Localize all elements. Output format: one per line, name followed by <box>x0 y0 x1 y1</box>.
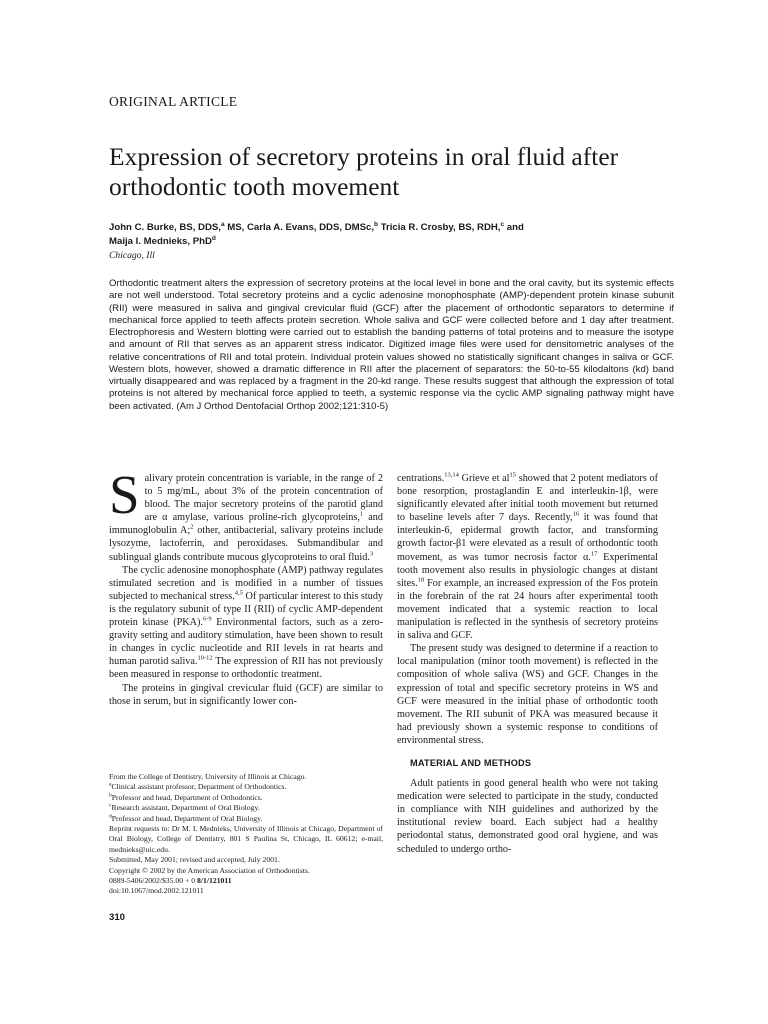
section-heading-methods: MATERIAL AND METHODS <box>410 757 532 768</box>
text-span: The expression of RII has not previously been measured in response to orthodontic treatment. <box>109 656 383 681</box>
author-conjunction: and <box>504 222 524 233</box>
text-span: alivary protein concentration is variable, in the range of 2 to 5 mg/mL, about 3% of the protein concentration of blood. The major secretory proteins of the parotid gland are α amylase, various proline-rich glycoproteins, <box>144 473 383 524</box>
author-evans: MS, Carla A. Evans, DDS, DMSc, <box>224 222 375 233</box>
footnote-copyright: Copyright © 2002 by the American Association of Orthodontists. <box>109 865 310 875</box>
footnotes <box>109 772 383 897</box>
text-span: showed that 2 potent mediators of bone resorption, prostaglandin E and interleukin-1β, were significantly elevated after initial tooth movement but returned to baseline levels after 7 days. Recently, <box>397 473 659 524</box>
citation: 3 <box>369 550 374 558</box>
text-span: Professor and head, Department of Orthodontics. <box>111 792 263 802</box>
text-span: Grieve et al <box>458 473 510 484</box>
footnote-doi: doi:10.1067/mod.2002.121011 <box>109 886 204 896</box>
body-paragraph-2 <box>109 564 383 682</box>
section-label: ORIGINAL ARTICLE <box>109 94 238 109</box>
body-paragraph-5: The present study was designed to determine if a reaction to local manipulation (minor tooth movement) is reflected in the composition of whole saliva (WS) and GCF. Changes in the expression of total and specific secretory proteins in WS and GCF were measured in the initial phase of orthodontic tooth movement. The RII subunit of PKA was measured because it had previously shown a systemic response to conditions of environmental stress. <box>397 643 658 746</box>
affiliation-marker-c: c <box>500 220 505 228</box>
text-span: centrations. <box>397 473 445 484</box>
footnote-a <box>109 782 383 792</box>
text-span: it was found that interleukin-6, epidermal growth factor, and transforming growth factor-β1 were elevated as a result of orthodontic tooth movement, as was tumor necrosis factor α. <box>397 512 658 563</box>
abstract: Orthodontic treatment alters the expression of secretory proteins at the local level in bone and the oral cavity, but its systemic effects are not well understood. Total secretory proteins and a cyclic adenosine monophosphate (AMP)-dependent protein kinase subunit (RII) were measured in saliva and gingival crevicular fluid (GCF) after the placement of orthodontic separators to determine if mechanical force applied to teeth affects protein secretion. Whole saliva and GCF were collected before and 1 day after treatment. Electrophoresis and Western blotting were carried out to establish the banding patterns of total proteins and to measure the isotype and amount of RII that serves as an apparent stress indicator. Digitized image files were used for densitometric analyses of the relative concentrations of RII and total protein. Individual protein values showed no statistically significant changes in saliva or GCF. Western blots, however, showed a dramatic difference in RII after the placement of separators: the 50-to-55 kilodaltons (kd) band virtually disappeared and was replaced by a fragment in the 20-kd range. These results suggest that although the expression of total proteins is not altered by mechanical force applied to teeth, a systemic response via the cyclic AMP signaling pathway might have been activated. (Am J Orthod Dentofacial Orthop 2002;121:310-5) <box>109 278 674 412</box>
citation: 18 <box>417 576 425 584</box>
footnote-submitted: Submitted, May 2001; revised and accepted, July 2001. <box>109 855 280 865</box>
text-span: other, antibacterial, salivary proteins include lysozyme, lactoferrin, and peroxidases. Submandibular and sublingual glands contribute mucous glycoproteins to oral fluid. <box>109 525 384 563</box>
footnote-affiliation: From the College of Dentistry, University of Illinois at Chicago. <box>109 772 307 781</box>
author-crosby: Tricia R. Crosby, BS, RDH, <box>378 222 501 233</box>
citation: 15 <box>509 471 516 479</box>
footnote-issn <box>109 876 383 886</box>
footnote-c <box>109 803 383 813</box>
affiliation-marker-a: a <box>220 220 225 228</box>
text-span: 0889-5406/2002/$35.00 + 0 <box>109 876 198 886</box>
text-span: The cyclic adenosine monophosphate (AMP) pathway regulates stimulated secretion and is modified in a number of tissues subjected to mechanical stress. <box>109 564 383 602</box>
affiliation-marker-b: b <box>374 220 379 228</box>
page-number: 310 <box>109 912 126 923</box>
author-mednieks: Maija I. Mednieks, PhD <box>109 236 212 247</box>
text-span: Clinical assistant professor, Department of Orthodontics. <box>111 782 287 792</box>
text-span: For example, an increased expression of the Fos protein in the forebrain of the rat 24 hours after experimental tooth movement indicated that a systemic reaction to local manipulation is reflected in the synthesis of secretory proteins in saliva and GCF. <box>397 577 658 642</box>
body-paragraph-1 <box>109 464 384 564</box>
author-list <box>109 221 669 249</box>
body-paragraph-3: The proteins in gingival crevicular fluid (GCF) are similar to those in serum, but in significantly lower con- <box>109 682 383 707</box>
footnote-reprint: Reprint requests to: Dr M. I. Mednieks, University of Illinois at Chicago, Department of Oral Biology, College of Dentistry, 801 S Paulina St, Chicago, IL 60612; e-mail, mednieks@uic.edu. <box>109 824 383 854</box>
left-column <box>109 464 384 708</box>
citation: 2 <box>190 523 194 531</box>
citation: 10-12 <box>197 654 213 662</box>
footnote-marker: d <box>109 813 112 820</box>
citation: 17 <box>590 550 598 558</box>
footnote-b <box>109 793 383 803</box>
citation: 4,5 <box>234 589 243 597</box>
text-span: Of particular interest to this study is the regulatory subunit of type II (RII) of cyclic AMP-dependent protein kinase (PKA). <box>109 590 384 629</box>
author-location: Chicago, Ill <box>109 250 155 261</box>
author-burke: John C. Burke, BS, DDS, <box>109 222 221 233</box>
body-paragraph-4 <box>397 472 658 642</box>
footnote-marker: a <box>109 781 112 788</box>
text-span: Professor and head, Department of Oral Biology. <box>111 813 263 823</box>
citation: 1 <box>359 510 364 518</box>
citation: 16 <box>572 510 580 518</box>
drop-cap: S <box>109 464 140 525</box>
text-span: Experimental tooth movement also results in physiologic changes at distant sites. <box>397 551 658 589</box>
text-span: Research assistant, Department of Oral Biology. <box>111 803 260 813</box>
text-span: and immunoglobulin A; <box>109 512 383 537</box>
citation: 6-9 <box>202 615 212 623</box>
right-column <box>397 472 658 856</box>
affiliation-marker-d: d <box>211 234 216 242</box>
citation: 13,14 <box>444 471 459 479</box>
body-paragraph-6: Adult patients in good general health who were not taking medication were selected to participate in the study, conducted in compliance with NIH guidelines and authorized by the institutional review board. Each subject had a healthy periodontal status, demonstrated good oral hygiene, and was scheduled to undergo ortho- <box>397 778 658 855</box>
footnote-marker: c <box>109 802 112 809</box>
text-span: 8/1/121011 <box>197 876 232 886</box>
footnote-marker: b <box>109 792 112 799</box>
article-title: Expression of secretory proteins in oral fluid after orthodontic tooth movement <box>109 142 619 201</box>
footnote-d <box>109 814 383 824</box>
text-span: Environmental factors, such as a zero-gravity setting and auditory stimulation, have been shown to result in changes in cyclic nucleotide and RII levels in rat hearts and human parotid saliva. <box>109 617 383 668</box>
